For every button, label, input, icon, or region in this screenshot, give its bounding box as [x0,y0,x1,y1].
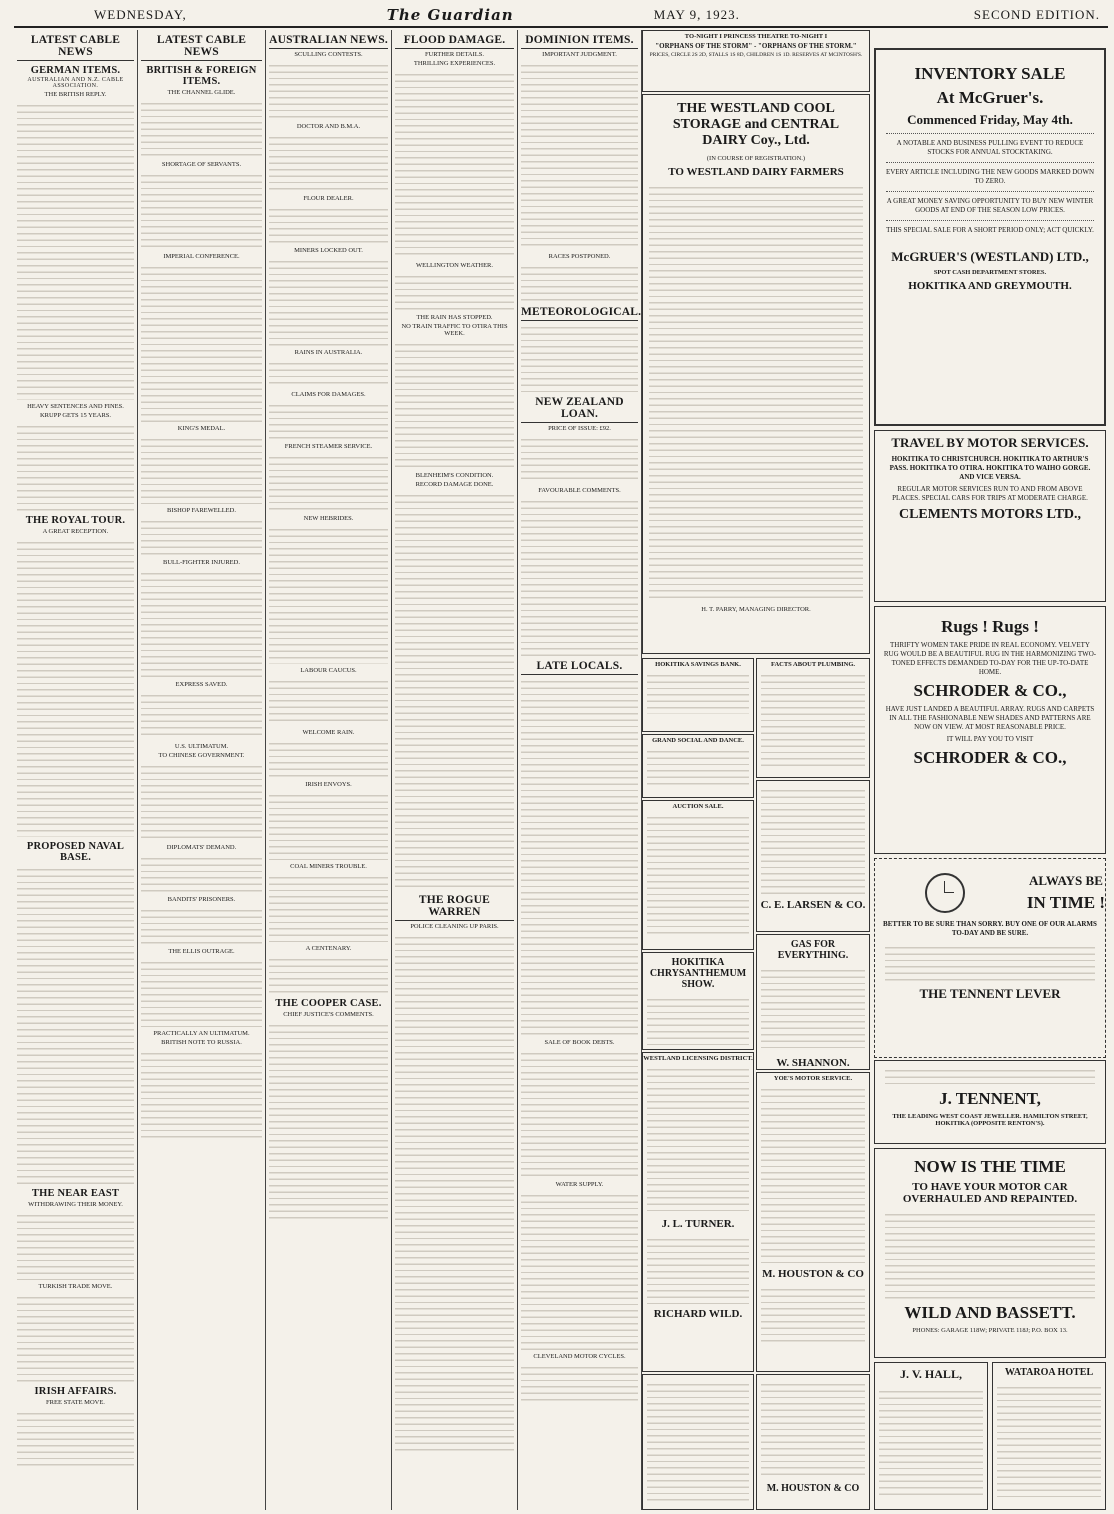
col2-s6: BULL-FIGHTER INJURED. [163,559,240,566]
shannon-name: W. SHANNON. [776,1057,850,1069]
article-body [269,358,388,388]
theatre-prices: PRICES, CIRCLE 2S 2D, STALLS 1S 8D, CHILDREN 1S 1D. RESERVES AT MCINTOSH'S. [649,52,863,58]
inventory-company-2: SPOT CASH DEPARTMENT STORES. [933,269,1047,276]
article-body [395,69,514,259]
divider [886,220,1094,221]
column-dominion-items [518,30,642,1510]
motor-title: NOW IS THE TIME [914,1157,1066,1176]
article-body [521,434,638,484]
article-body [269,256,388,346]
article-body [269,60,388,120]
social-title: GRAND SOCIAL AND DANCE. [652,737,744,744]
masthead-day: WEDNESDAY, [94,7,187,22]
ad-larsen [756,780,870,932]
col4-s4: THE RAIN HAS STOPPED. [416,314,493,321]
larsen-name: C. E. LARSEN & CO. [760,899,866,911]
col2-s7: EXPRESS SAVED. [175,681,228,688]
clock-text: BETTER TO BE SURE THAN SORRY. BUY ONE OF OUR ALARMS TO-DAY AND BE SURE. [883,920,1097,937]
hall-name: J. V. HALL, [900,1367,962,1381]
col3-s5: RAINS IN AUSTRALIA. [294,349,363,356]
col1-s1: THE BRITISH REPLY. [44,91,107,98]
inventory-title: INVENTORY SALE [914,64,1066,83]
article-body [17,1292,134,1382]
clock-headlines [1027,869,1105,917]
col2-s4: KING'S MEDAL. [177,425,226,432]
inventory-text-1: A NOTABLE AND BUSINESS PULLING EVENT TO REDUCE STOCKS FOR ANNUAL STOCKTAKING. [896,139,1084,156]
travel-title: TRAVEL BY MOTOR SERVICES. [891,435,1089,450]
col4-s3: WELLINGTON WEATHER. [415,262,494,269]
ad-motor-overhaul [874,1148,1106,1358]
col1-h2: HEAVY SENTENCES AND FINES. [27,403,124,410]
masthead-date: MAY 9, 1923. [653,7,740,22]
col5-s3: PRICE OF ISSUE: £92. [548,425,611,432]
col2-s13: PRACTICALLY AN ULTIMATUM. [153,1030,250,1037]
article-body [885,1065,1095,1085]
article-body [761,965,865,1053]
col2-s8: U.S. ULTIMATUM. [174,743,229,750]
ad-houston-2 [756,1374,870,1510]
ad-rugs [874,606,1106,854]
ad-social-dance [642,734,754,798]
ad-travel-motor [874,430,1106,602]
article-body [521,322,638,392]
article-body [647,1064,749,1214]
col1-s6: TURKISH TRADE MOVE. [38,1283,113,1290]
ad-auction [642,800,754,950]
article-body [269,132,388,192]
article-body [141,170,262,250]
col1-h5: THE NEAR EAST [31,1188,120,1199]
article-body [17,864,134,1184]
col4-s8: POLICE CLEANING UP PARIS. [410,923,499,930]
article-body [521,1362,638,1402]
ad-motor-cycles [642,1374,754,1510]
lever-title: THE TENNENT LEVER [919,986,1061,1001]
westland-title: THE WESTLAND COOL STORAGE and CENTRAL DAIRY Coy., Ltd. [672,101,840,148]
ad-gas [756,934,870,1070]
travel-text: REGULAR MOTOR SERVICES RUN TO AND FROM ABOVE PLACES. SPECIAL CARS FOR TRIPS AT MODERATE CHARGE. [892,485,1088,502]
houston-name: M. HOUSTON & CO [762,1268,864,1280]
ad-tennent [874,1060,1106,1144]
col5-s7: CLEVELAND MOTOR CYCLES. [533,1353,626,1360]
col2-subheading: BRITISH & FOREIGN ITEMS. [146,65,257,87]
col1-s2: KRUPP GETS 15 YEARS. [39,412,112,419]
article-body [17,100,134,400]
article-body [269,954,388,994]
col3-s2: DOCTOR AND B.M.A. [296,123,361,130]
article-body [521,60,638,250]
col4-heading: FLOOD DAMAGE. [395,34,514,49]
article-body [17,1210,134,1280]
article-body [761,670,865,766]
houston-name-2: M. HOUSTON & CO [766,1483,860,1494]
article-body [521,496,638,656]
theatre-header: TO-NIGHT I PRINCESS THEATRE TO-NIGHT I [684,33,828,40]
westland-sign: H. T. PARRY, MANAGING DIRECTOR. [701,606,811,613]
article-body [647,670,749,714]
col5-s1: IMPORTANT JUDGMENT. [542,51,617,58]
col2-s11: BANDITS' PRISONERS. [167,896,236,903]
col4-h2: THE ROGUE WARREN [395,894,514,921]
savings-title: HOKITIKA SAVINGS BANK. [655,661,741,668]
ad-furniture-hall [874,1362,988,1510]
article-body [521,1048,638,1178]
article-body [269,400,388,440]
article-body [269,204,388,244]
ad-westland-cool-storage [642,94,870,654]
plumbing-title: FACTS ABOUT PLUMBING. [770,661,856,668]
masthead [14,4,1108,28]
col2-heading: LATEST CABLE NEWS [141,34,262,61]
col4-s5: NO TRAIN TRAFFIC TO OTIRA THIS WEEK. [401,323,508,337]
article-body [395,932,514,1452]
rugs-title: Rugs ! Rugs ! [941,617,1039,636]
col1-h6: IRISH AFFAIRS. [34,1386,117,1397]
article-body [395,490,514,890]
article-body [647,1379,749,1505]
col3-s11: IRISH ENVOYS. [305,781,352,788]
tennent-text: THE LEADING WEST COAST JEWELLER. HAMILTON STREET, HOKITIKA (OPPOSITE RENTON'S). [892,1113,1088,1127]
article-body [141,568,262,678]
column-german-items [14,30,138,1510]
ad-plumbing [756,658,870,778]
ad-savings-bank [642,658,754,732]
col3-s13: A CENTENARY. [305,945,352,952]
col3-h2: THE COOPER CASE. [275,998,382,1009]
article-body [269,790,388,860]
article-body [17,421,134,511]
col2-s12: THE ELLIS OUTRAGE. [168,948,235,955]
col2-s9: TO CHINESE GOVERNMENT. [158,752,245,759]
article-body [141,262,262,422]
divider [886,191,1094,192]
article-body [395,339,514,469]
col2-s5: BISHOP FAREWELLED. [167,507,236,514]
col1-heading: LATEST CABLE NEWS [17,34,134,61]
article-body [521,1190,638,1350]
col4-s7: RECORD DAMAGE DONE. [415,481,494,488]
article-body [521,262,638,302]
ad-licensing [642,1052,754,1372]
col1-agency: AUSTRALIAN AND N.Z. CABLE ASSOCIATION. [27,77,124,89]
chrys-title: HOKITIKA CHRYSANTHEMUM SHOW. [649,957,747,990]
masthead-edition: SECOND EDITION. [973,7,1100,22]
schroder-text: HAVE JUST LANDED A BEAUTIFUL ARRAY. RUGS AND CARPETS IN ALL THE FASHIONABLE NEW SHADES AND PATTERNS ARE NOW ON VIEW. AT MOST REASONABLE PRICE. [885,705,1095,731]
article-body [647,1234,749,1304]
ad-theatre [642,30,870,92]
col5-h3: NEW ZEALAND LOAN. [521,396,638,423]
inventory-text-2: EVERY ARTICLE INCLUDING THE NEW GOODS MARKED DOWN TO ZERO. [885,168,1095,185]
schroder-name: SCHRODER & CO., [913,681,1067,700]
ad-wataroa-hotel [992,1362,1106,1510]
article-body [879,1386,983,1496]
article-body [269,872,388,942]
col4-s2: THRILLING EXPERIENCES. [413,60,496,67]
column-british-foreign [138,30,266,1510]
article-body [141,957,262,1027]
article-body [761,785,865,895]
westland-to: TO WESTLAND DAIRY FARMERS [668,166,844,178]
richard-wild: RICHARD WILD. [653,1308,743,1320]
turner-name: J. L. TURNER. [661,1218,735,1230]
article-body [269,1020,388,1220]
col3-s9: LABOUR CAUCUS. [300,667,357,674]
divider [886,162,1094,163]
col2-s10: DIPLOMATS' DEMAND. [166,844,237,851]
clock-row [875,869,1105,917]
theatre-film: "ORPHANS OF THE STORM" - "ORPHANS OF THE STORM." [655,42,857,50]
westland-sub: (IN COURSE OF REGISTRATION.) [706,155,806,162]
clock-h1: ALWAYS BE [1029,873,1103,888]
article-body [141,98,262,158]
schroder-name-2: SCHRODER & CO., [913,748,1067,767]
col1-h3: THE ROYAL TOUR. [25,515,126,526]
article-body [269,738,388,778]
clements-motors: CLEMENTS MOTORS LTD., [898,507,1082,522]
travel-routes: HOKITIKA TO CHRISTCHURCH. HOKITIKA TO ARTHUR'S PASS. HOKITIKA TO OTIRA. HOKITIKA TO WAIHO GORGE. AND VICE VERSA. [889,455,1091,481]
columns [14,30,1108,1510]
col3-heading: AUSTRALIAN NEWS. [269,34,388,49]
motor-subtitle: TO HAVE YOUR MOTOR CAR OVERHAULED AND REPAINTED. [902,1181,1078,1205]
article-body [141,905,262,945]
inventory-date: Commenced Friday, May 4th. [907,112,1073,127]
article-body [885,1209,1095,1299]
column-australian-news [266,30,392,1510]
col5-h4: LATE LOCALS. [521,660,638,675]
col1-s5: WITHDRAWING THEIR MONEY. [28,1201,123,1208]
col5-s2: RACES POSTPONED. [548,253,611,260]
col3-s10: WELCOME RAIN. [302,729,355,736]
col1-h4: PROPOSED NAVAL BASE. [26,841,125,863]
article-body [395,271,514,311]
col3-s7: FRENCH STEAMER SERVICE. [284,443,373,450]
article-body [269,524,388,664]
col5-heading: DOMINION ITEMS. [521,34,638,49]
inventory-company-3: HOKITIKA AND GREYMOUTH. [908,280,1072,292]
tennent-name: J. TENNENT, [939,1089,1041,1108]
col1-s7: FREE STATE MOVE. [46,1399,105,1406]
gas-title: GAS FOR EVERYTHING. [777,939,849,961]
inventory-subtitle: At McGruer's. [936,88,1044,107]
article-body [885,942,1095,982]
article-body [761,1284,865,1344]
ad-chrysanthemum [642,952,754,1050]
article-body [269,676,388,726]
ad-inventory-sale [874,48,1106,426]
col3-s12: COAL MINERS TROUBLE. [290,863,367,870]
inventory-text-3: A GREAT MONEY SAVING OPPORTUNITY TO BUY NEW WINTER GOODS AT END OF THE SEASON LOW PRICES. [886,197,1094,214]
mail-title: YOE'S MOTOR SERVICE. [773,1075,853,1082]
article-body [997,1382,1101,1498]
wild-phones: PHONES: GARAGE 118W; PRIVATE 118J; P.O. BOX 13. [912,1327,1068,1334]
article-body [647,994,749,1050]
col3-s6: CLAIMS FOR DAMAGES. [291,391,366,398]
col3-s3: FLOUR DEALER. [303,195,354,202]
col4-s1: FURTHER DETAILS. [424,51,485,58]
col3-s14: CHIEF JUSTICE'S COMMENTS. [283,1011,374,1018]
col5-s6: WATER SUPPLY. [555,1181,604,1188]
col3-s8: NEW HEBRIDES. [303,515,354,522]
schroder-pay: IT WILL PAY YOU TO VISIT [946,735,1034,743]
article-body [141,761,262,841]
article-body [141,434,262,504]
ad-mail-service [756,1072,870,1372]
col5-s4: FAVOURABLE COMMENTS. [538,487,621,494]
col1-s3: A GREAT RECEPTION. [42,528,109,535]
article-body [141,1048,262,1138]
advertisements-area [642,30,1108,1510]
clock-h2: IN TIME ! [1026,893,1105,912]
col3-s1: SCULLING CONTESTS. [294,51,363,58]
col1-subheading: GERMAN ITEMS. [30,65,121,76]
article-body [269,452,388,512]
article-body [17,537,134,837]
col4-s6: BLENHEIM'S CONDITION. [415,472,494,479]
article-body [521,676,638,1036]
inventory-company: McGRUER'S (WESTLAND) LTD., [891,249,1089,264]
article-body [141,516,262,556]
col5-h2: METEOROLOGICAL. [521,306,638,321]
column-flood-damage [392,30,518,1510]
article-body [647,812,749,938]
masthead-paper-title: The Guardian [386,6,514,24]
clock-icon [925,873,965,913]
col2-s3: IMPERIAL CONFERENCE. [163,253,240,260]
inventory-text-4: THIS SPECIAL SALE FOR A SHORT PERIOD ONLY; ACT QUICKLY. [886,226,1094,234]
col2-s2: SHORTAGE OF SERVANTS. [161,161,242,168]
article-body [141,690,262,740]
wild-bassett: WILD AND BASSETT. [904,1303,1076,1322]
article-body [649,182,863,602]
article-body [141,853,262,893]
article-body [761,1084,865,1264]
auction-title: AUCTION SALE. [672,803,724,810]
wataroa-name: WATAROA HOTEL [1004,1367,1094,1378]
article-body [761,1379,865,1479]
article-body [647,746,749,786]
divider [886,133,1094,134]
col5-s5: SALE OF BOOK DEBTS. [544,1039,615,1046]
col3-s4: MINERS LOCKED OUT. [294,247,363,254]
col2-s1: THE CHANNEL GLIDE. [167,89,236,96]
ad-alarm-clock [874,858,1106,1058]
article-body [17,1408,134,1468]
licensing-title: WESTLAND LICENSING DISTRICT. [643,1055,753,1062]
col2-s14: BRITISH NOTE TO RUSSIA. [161,1039,242,1046]
rugs-text: THRIFTY WOMEN TAKE PRIDE IN REAL ECONOMY. VELVETY RUG WOULD BE A BEAUTIFUL RUG IN THE HARMONIZING TWO-TONED EFFECTS DEMANDED TO-DAY FOR THE UP-TO-DATE HOME. [883,641,1097,676]
